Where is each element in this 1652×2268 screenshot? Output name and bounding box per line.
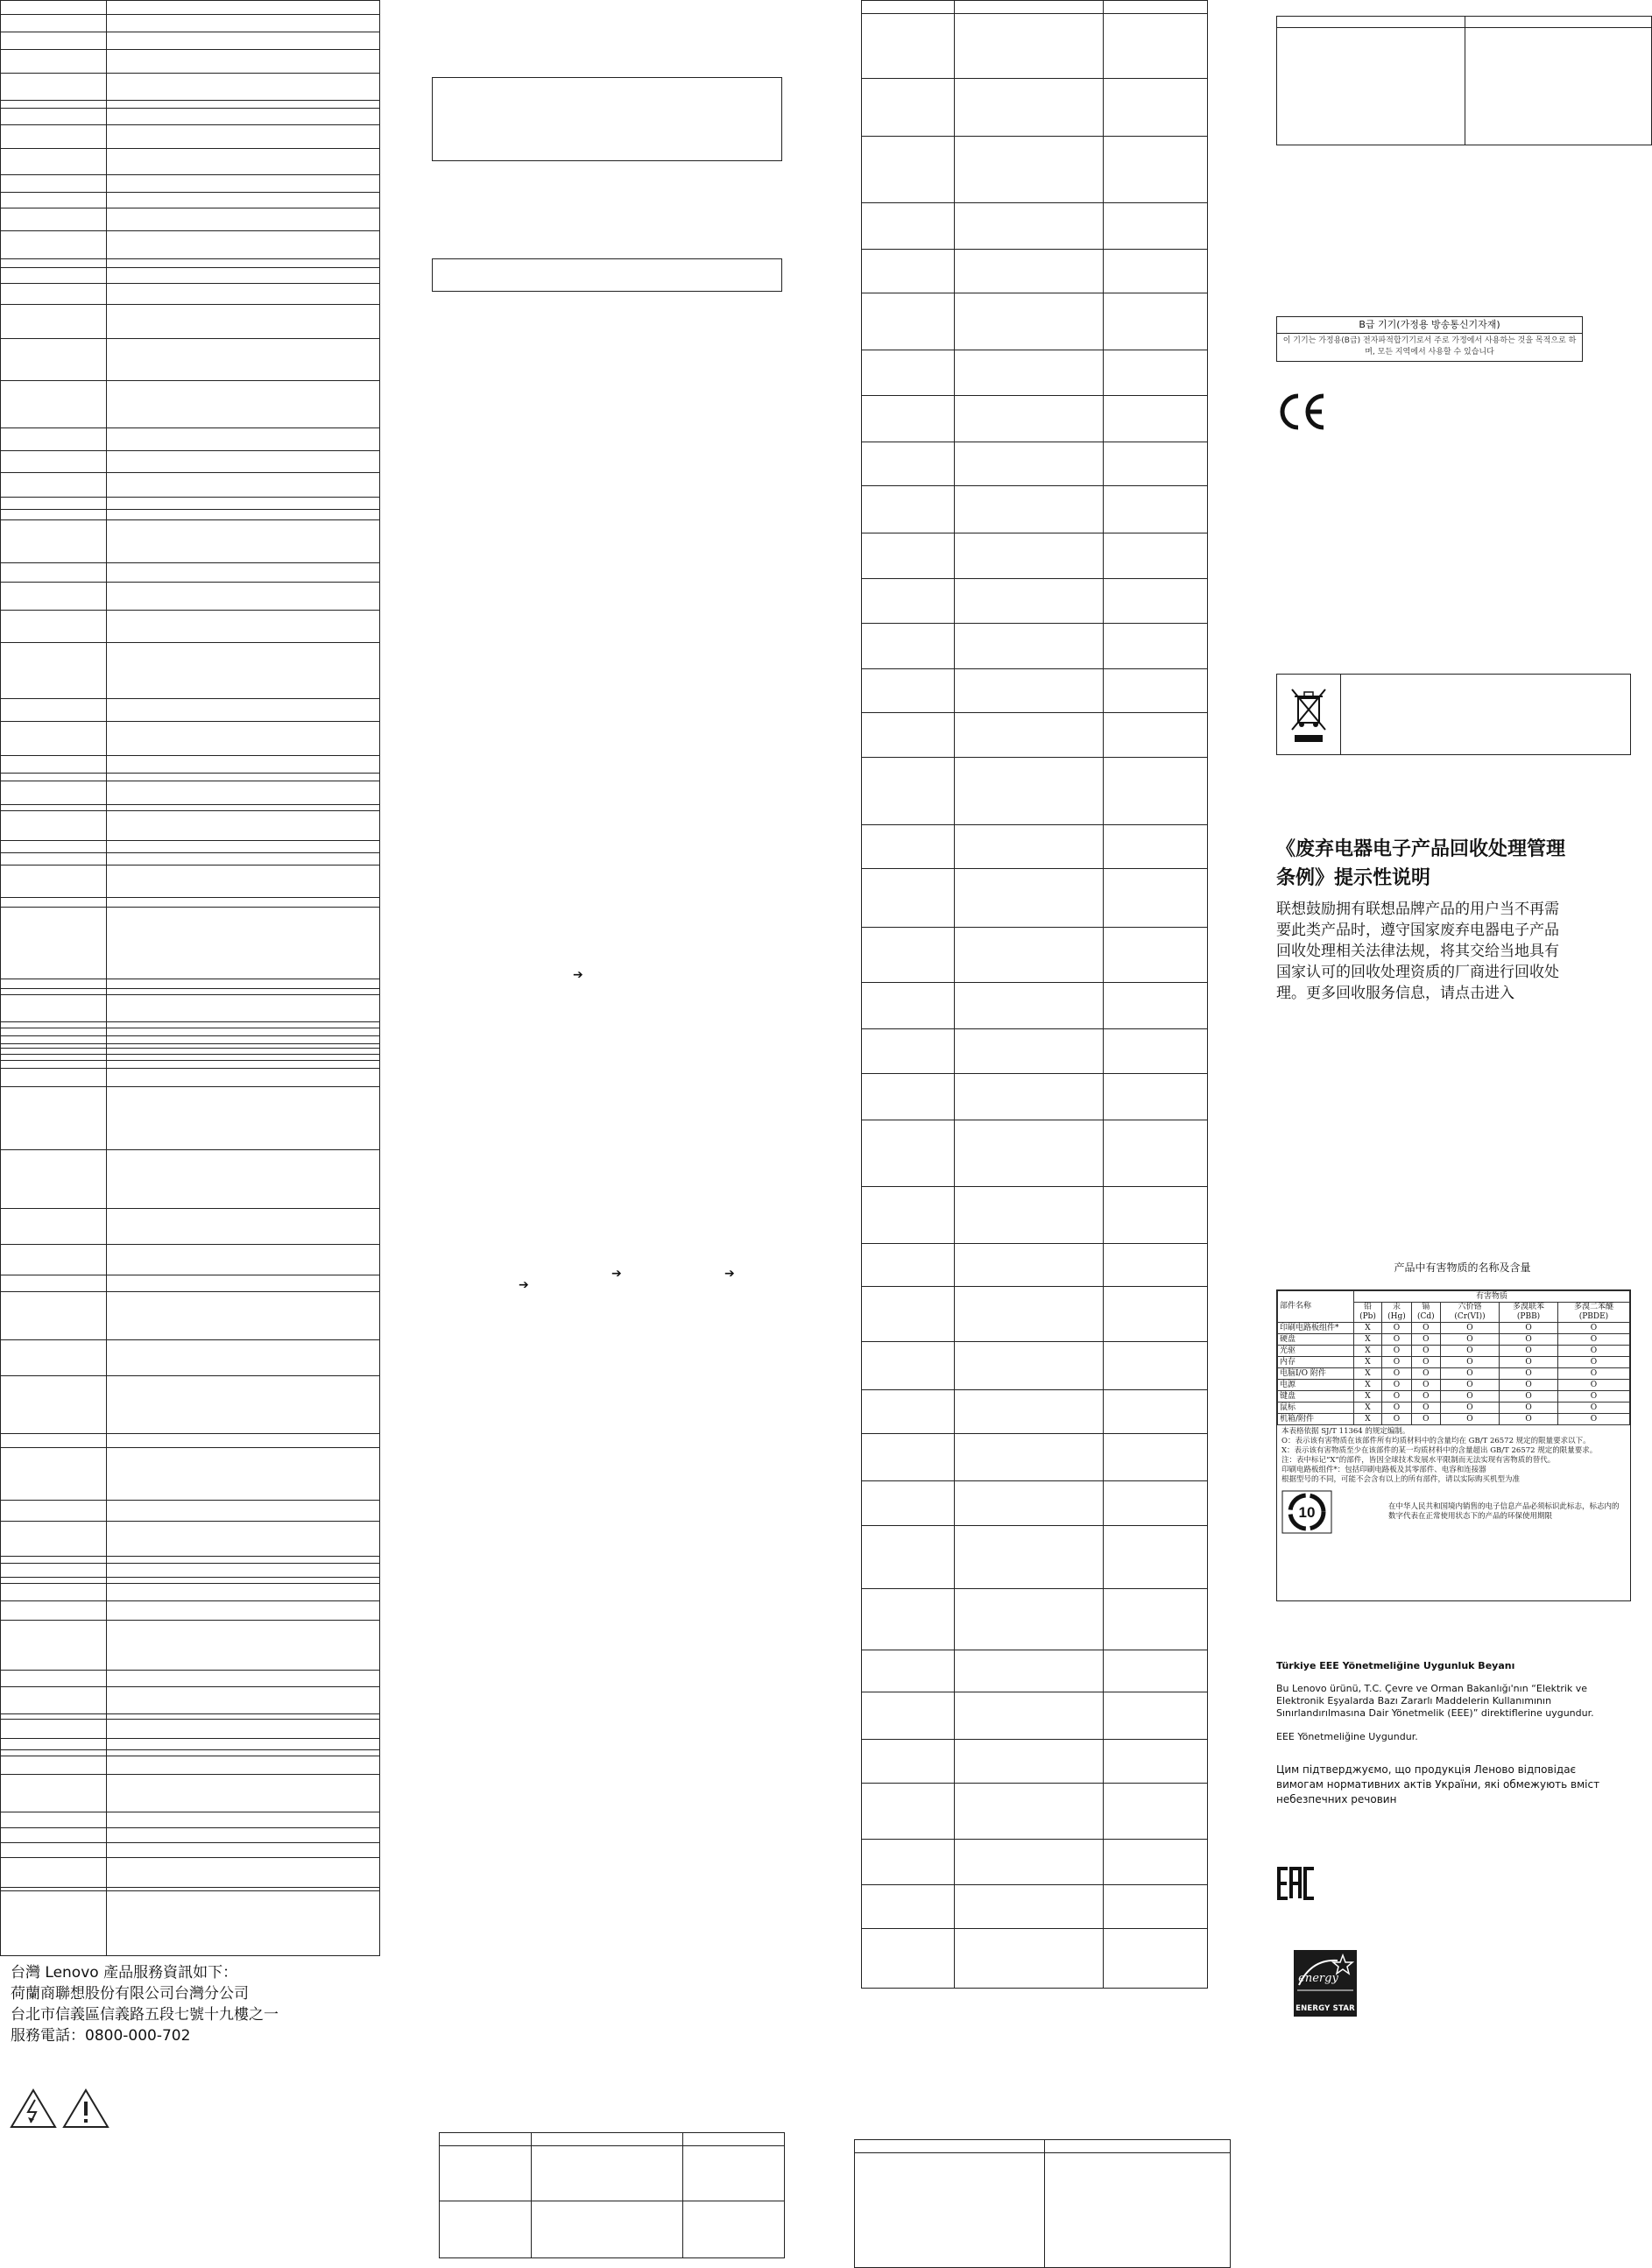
hazard-value-cell: O xyxy=(1382,1346,1412,1357)
table-left-row-rule xyxy=(1,1068,379,1069)
table-left-row-rule xyxy=(1,230,379,231)
table-left-row-rule xyxy=(1,1827,379,1828)
hazard-table-row xyxy=(1278,1334,1630,1346)
table-left-row-rule xyxy=(1,1686,379,1687)
hazard-value-cell: O xyxy=(1382,1391,1412,1402)
table-left-row-rule xyxy=(1,865,379,866)
hazard-value-cell: X xyxy=(1354,1346,1382,1357)
hazard-value-cell: O xyxy=(1557,1380,1629,1391)
table-left-row-rule xyxy=(1,1583,379,1584)
table-left-row-rule xyxy=(1,1086,379,1087)
weee-recycling-title: 《废弃电器电子产品回收处理管理条例》提示性说明 xyxy=(1276,838,1566,889)
hazard-column-header: 汞(Hg) xyxy=(1382,1303,1412,1323)
ce-mark-icon xyxy=(1276,391,1329,433)
table-left-row-rule xyxy=(1,988,379,989)
table-left-row-rule xyxy=(1,852,379,853)
hazard-part-name: 电脑I/O 附件 xyxy=(1278,1368,1354,1380)
table-right-row-rule xyxy=(862,1839,1207,1840)
table-right-row-rule xyxy=(862,1286,1207,1287)
table-right-row-rule xyxy=(862,485,1207,486)
korean-notice-body: 이 기기는 가정용(B급) 전자파적합기기로서 주로 가정에서 사용하는 것을 목적으로 하며, 모든 지역에서 사용할 수 있습니다 xyxy=(1282,336,1577,357)
hazard-part-name: 硬盘 xyxy=(1278,1334,1354,1346)
hazard-value-cell: O xyxy=(1500,1357,1558,1368)
table-left-row-rule xyxy=(1,174,379,175)
hazard-substance-table xyxy=(1276,1289,1631,1601)
table-right-row-rule xyxy=(862,13,1207,14)
table-left-row-rule xyxy=(1,472,379,473)
hazard-value-cell: O xyxy=(1411,1380,1440,1391)
hazard-value-cell: O xyxy=(1411,1402,1440,1414)
table-left-row-rule xyxy=(1,804,379,805)
taiwan-service-line-4: 服務電話：0800-000-702 xyxy=(11,2027,191,2045)
table-bottom-middle-blank xyxy=(439,2132,785,2258)
hazard-value-cell: O xyxy=(1440,1391,1499,1402)
hazard-part-name: 电源 xyxy=(1278,1380,1354,1391)
table-right-row-rule xyxy=(862,757,1207,758)
table-left-row-rule xyxy=(1,721,379,722)
table-right-row-rule xyxy=(862,1783,1207,1784)
table-right-row-rule xyxy=(862,1186,1207,1187)
table-top-right-blank xyxy=(1276,16,1652,145)
hazard-note: 本表格依据 SJ/T 11364 的规定编制。 xyxy=(1281,1427,1410,1436)
hazard-value-cell: O xyxy=(1557,1402,1629,1414)
weee-disposal-box xyxy=(1276,674,1631,755)
table-left-row-rule xyxy=(1,108,379,109)
table-left-row-rule xyxy=(1,773,379,774)
hazard-part-name: 机箱/附件 xyxy=(1278,1414,1354,1425)
hazard-value-cell: O xyxy=(1440,1334,1499,1346)
taiwan-service-line-2: 荷蘭商聯想股份有限公司台灣分公司 xyxy=(11,1985,249,2003)
hazard-note: 根据型号的不同，可能不会含有以上的所有部件，请以实际购买机型为准 xyxy=(1281,1475,1521,1484)
table-left-row-rule xyxy=(1,1713,379,1714)
table-left-row-rule xyxy=(1,1375,379,1376)
table-left-row-rule xyxy=(1,907,379,908)
table-left-row-rule xyxy=(1,755,379,756)
table-left-row-rule xyxy=(1,1447,379,1448)
hazard-value-cell: X xyxy=(1354,1380,1382,1391)
hazard-note: 印刷电路板组件*：包括印刷电路板及其零部件、电容和连接器 xyxy=(1281,1466,1486,1474)
taiwan-service-info xyxy=(11,1962,279,2046)
table-right-row-rule xyxy=(862,1073,1207,1074)
table-left-row-rule xyxy=(1,14,379,15)
hazard-value-cell: O xyxy=(1440,1346,1499,1357)
hazard-column-header: 铅(Pb) xyxy=(1354,1303,1382,1323)
table-left-row-rule xyxy=(1,1339,379,1340)
table-left-row-rule xyxy=(1,1556,379,1557)
table-right-row-rule xyxy=(862,1028,1207,1029)
blank-box-top xyxy=(432,77,782,161)
table-right-row-rule xyxy=(862,202,1207,203)
hazard-value-cell: O xyxy=(1440,1402,1499,1414)
hazard-value-cell: O xyxy=(1557,1346,1629,1357)
table-left-row-rule xyxy=(1,1600,379,1601)
table-left-row-rule xyxy=(1,642,379,643)
table-left-row-rule xyxy=(1,49,379,50)
arrow-right-icon: ➔ xyxy=(573,968,583,982)
table-left-row-rule xyxy=(1,100,379,101)
table-left-row-rule xyxy=(1,562,379,563)
table-left-row-rule xyxy=(1,1149,379,1150)
table-left-row-rule xyxy=(1,1521,379,1522)
arrow-right-icon: ➔ xyxy=(519,1278,529,1292)
table-left-row-rule xyxy=(1,519,379,520)
hazard-value-cell: O xyxy=(1382,1414,1412,1425)
hazard-note: X：表示该有害物质至少在该部件的某一均质材料中的含量超出 GB/T 26572 规定的限量要求。 xyxy=(1281,1446,1598,1455)
arrow-right-icon: ➔ xyxy=(611,1267,622,1281)
eac-mark-icon xyxy=(1276,1866,1317,1901)
turkey-eee-body: Bu Lenovo ürünü, T.C. Çevre ve Orman Bakanlığı'nın “Elektrik ve Elektronik Eşyalarda Bazı Zararlı Maddelerin Kullanımının Sınırlandırılmasına Dair Yönetmelik (EEE)” direktiflerine uygundur. xyxy=(1276,1683,1594,1719)
hazard-part-name: 光驱 xyxy=(1278,1346,1354,1357)
table-left-row-rule xyxy=(1,148,379,149)
arrow-right-icon: ➔ xyxy=(724,1267,735,1281)
table-right-row-rule xyxy=(862,1884,1207,1885)
table-left-row-rule xyxy=(1,1738,379,1739)
table-right-row-rule xyxy=(862,136,1207,137)
table-left-row-rule xyxy=(1,1060,379,1061)
hazard-value-cell: X xyxy=(1354,1414,1382,1425)
table-left-row-rule xyxy=(1,1887,379,1888)
hazard-value-cell: O xyxy=(1411,1323,1440,1334)
table-right-row-rule xyxy=(862,1588,1207,1589)
hazard-value-cell: O xyxy=(1440,1380,1499,1391)
hazard-column-header: 多溴二苯醚 (PBDE) xyxy=(1557,1303,1629,1323)
table-left-row-rule xyxy=(1,1244,379,1245)
hazard-value-cell: O xyxy=(1382,1402,1412,1414)
weee-recycling-body: 联想鼓励拥有联想品牌产品的用户当不再需要此类产品时，遵守国家废弃电器电子产品回收处理相关法律法规，将其交给当地具有国家认可的回收处理资质的厂商进行回收处理。更多回收服务信息，请点击进入 xyxy=(1276,901,1559,1002)
table-left-row-rule xyxy=(1,840,379,841)
hazard-note: 注：表中标记“X”的部件，皆因全球技术发展水平限制而无法实现有害物质的替代。 xyxy=(1281,1456,1556,1465)
table-right-row-rule xyxy=(862,78,1207,79)
table-left-row-rule xyxy=(1,1577,379,1578)
hazard-value-cell: O xyxy=(1557,1323,1629,1334)
hazard-value-cell: O xyxy=(1382,1368,1412,1380)
hazard-value-cell: O xyxy=(1382,1323,1412,1334)
hazard-value-cell: O xyxy=(1411,1334,1440,1346)
hazard-table-row xyxy=(1278,1391,1630,1402)
table-right-row-rule xyxy=(862,1525,1207,1526)
table-left-row-rule xyxy=(1,810,379,811)
hazard-value-cell: O xyxy=(1440,1323,1499,1334)
hazard-part-header: 部件名称 xyxy=(1278,1291,1354,1323)
table-left-row-rule xyxy=(1,1774,379,1775)
turkey-eee-title: Türkiye EEE Yönetmeliğine Uygunluk Beyanı xyxy=(1276,1660,1515,1671)
hazard-table-row xyxy=(1278,1357,1630,1368)
table-left-row-rule xyxy=(1,994,379,995)
hazard-value-cell: O xyxy=(1500,1414,1558,1425)
hazard-value-cell: X xyxy=(1354,1334,1382,1346)
hazard-value-cell: O xyxy=(1500,1323,1558,1334)
energy-star-label: ENERGY STAR xyxy=(1295,2004,1355,2013)
table-left-row-rule xyxy=(1,450,379,451)
table-left-row-rule xyxy=(1,1842,379,1843)
hazard-value-cell: O xyxy=(1411,1368,1440,1380)
table-left-row-rule xyxy=(1,1291,379,1292)
hazard-value-cell: O xyxy=(1557,1334,1629,1346)
table-left-row-rule xyxy=(1,582,379,583)
taiwan-service-line-1: 台灣 Lenovo 產品服務資訊如下： xyxy=(11,1964,238,1982)
hazard-value-cell: O xyxy=(1557,1391,1629,1402)
table-left-row-rule xyxy=(1,1054,379,1055)
hazard-value-cell: O xyxy=(1382,1334,1412,1346)
table-right-row-rule xyxy=(862,1433,1207,1434)
hazard-table-row xyxy=(1278,1414,1630,1425)
table-right-row-rule xyxy=(862,1480,1207,1481)
hazard-value-cell: O xyxy=(1500,1391,1558,1402)
hazard-value-cell: O xyxy=(1557,1368,1629,1380)
table-left-row-rule xyxy=(1,1021,379,1022)
table-left-row-rule xyxy=(1,304,379,305)
table-right-row-rule xyxy=(862,623,1207,624)
hazard-value-cell: X xyxy=(1354,1323,1382,1334)
table-left-row-rule xyxy=(1,283,379,284)
hazard-table-row xyxy=(1278,1368,1630,1380)
table-right-row-rule xyxy=(862,1243,1207,1244)
hazard-table-row xyxy=(1278,1380,1630,1391)
table-left-row-rule xyxy=(1,73,379,74)
efup-number: 10 xyxy=(1298,1504,1316,1521)
hazard-value-cell: O xyxy=(1557,1414,1629,1425)
table-right-row-rule xyxy=(862,1739,1207,1740)
hazard-value-cell: O xyxy=(1382,1380,1412,1391)
table-right-row-rule xyxy=(862,868,1207,869)
table-left-row-rule xyxy=(1,1035,379,1036)
hazard-part-name: 鼠标 xyxy=(1278,1402,1354,1414)
table-right-row-rule xyxy=(862,1928,1207,1929)
hazard-value-cell: X xyxy=(1354,1402,1382,1414)
table-right-row-rule xyxy=(862,927,1207,928)
hazard-value-cell: O xyxy=(1500,1368,1558,1380)
table-left-row-rule xyxy=(1,124,379,125)
table-left-row-rule xyxy=(1,1749,379,1750)
table-left-row-rule xyxy=(1,1857,379,1858)
hazard-value-cell: O xyxy=(1500,1346,1558,1357)
hazard-value-cell: X xyxy=(1354,1391,1382,1402)
table-bottom-right-blank xyxy=(854,2139,1231,2268)
ukraine-rohs-statement: Цим підтверджуємо, що продукція Леново відповідає вимогам нормативних актів України, які обмежують вміст небезпечних речовин xyxy=(1276,1763,1600,1805)
table-left-row-rule xyxy=(1,897,379,898)
energy-star-logo xyxy=(1294,1950,1357,2017)
caution-warning-icon xyxy=(61,2088,110,2130)
table-left-row-rule xyxy=(1,267,379,268)
table-left-row-rule xyxy=(1,1719,379,1720)
table-left-row-rule xyxy=(1,1890,379,1891)
hazard-value-cell: X xyxy=(1354,1357,1382,1368)
hazard-column-header: 镉(Cd) xyxy=(1411,1303,1440,1323)
hazard-table-notes xyxy=(1277,1425,1630,1487)
hazard-note: O：表示该有害物质在该部件所有均质材料中的含量均在 GB/T 26572 规定的限量要求以下。 xyxy=(1281,1437,1591,1445)
hazard-part-name: 内存 xyxy=(1278,1357,1354,1368)
hazard-value-cell: O xyxy=(1411,1357,1440,1368)
hazard-value-cell: O xyxy=(1411,1391,1440,1402)
table-left-row-rule xyxy=(1,1620,379,1621)
hazard-value-cell: O xyxy=(1500,1334,1558,1346)
hazard-value-cell: O xyxy=(1382,1357,1412,1368)
table-left-row-rule xyxy=(1,497,379,498)
table-right-row-rule xyxy=(862,578,1207,579)
hazard-table-row xyxy=(1278,1402,1630,1414)
korean-notice-title: B급 기기(가정용 방송통신기자재) xyxy=(1277,317,1582,334)
blank-box-middle xyxy=(432,258,782,292)
table-right-row-rule xyxy=(862,249,1207,250)
table-left-row-rule xyxy=(1,427,379,428)
hazard-value-cell: O xyxy=(1411,1346,1440,1357)
table-left-row-rule xyxy=(1,380,379,381)
table-right-row-rule xyxy=(862,712,1207,713)
table-left-row-rule xyxy=(1,192,379,193)
table-left-blank-form xyxy=(0,0,380,1956)
hazard-value-cell: O xyxy=(1500,1402,1558,1414)
table-right-row-rule xyxy=(862,668,1207,669)
hazard-value-cell: O xyxy=(1440,1368,1499,1380)
table-left-row-rule xyxy=(1,1043,379,1044)
table-left-row-rule xyxy=(1,509,379,510)
table-left-row-rule xyxy=(1,338,379,339)
table-left-row-rule xyxy=(1,1563,379,1564)
table-left-row-rule xyxy=(1,1500,379,1501)
table-right-tall-blank xyxy=(861,0,1208,1989)
table-left-row-rule xyxy=(1,1048,379,1049)
table-left-row-rule xyxy=(1,698,379,699)
turkey-eee-compliant: EEE Yönetmeliğine Uygundur. xyxy=(1276,1731,1418,1742)
table-left-row-rule xyxy=(1,258,379,259)
table-left-row-rule xyxy=(1,1208,379,1209)
korean-class-b-notice xyxy=(1276,316,1583,362)
table-right-row-rule xyxy=(862,1389,1207,1390)
table-left-row-rule xyxy=(1,1670,379,1671)
electric-shock-warning-icon xyxy=(9,2088,58,2130)
crossed-out-wheelie-bin-icon xyxy=(1289,686,1328,745)
hazard-value-cell: O xyxy=(1440,1357,1499,1368)
energy-star-icon xyxy=(1294,1950,1357,1999)
table-right-row-rule xyxy=(862,824,1207,825)
table-left-row-rule xyxy=(1,610,379,611)
table-left-row-rule xyxy=(1,1433,379,1434)
hazard-value-cell: O xyxy=(1557,1357,1629,1368)
table-right-row-rule xyxy=(862,1341,1207,1342)
hazard-column-header: 多溴联苯 (PBB) xyxy=(1500,1303,1558,1323)
hazard-part-name: 印刷电路板组件* xyxy=(1278,1323,1354,1334)
hazard-table-row xyxy=(1278,1346,1630,1357)
energy-star-script: energy xyxy=(1298,1972,1338,1985)
hazard-table-title: 产品中有害物质的名称及含量 xyxy=(1394,1261,1531,1274)
hazard-value-cell: O xyxy=(1500,1380,1558,1391)
taiwan-service-line-3: 台北市信義區信義路五段七號十九樓之一 xyxy=(11,2006,279,2024)
hazard-value-cell: O xyxy=(1440,1414,1499,1425)
hazard-part-name: 键盘 xyxy=(1278,1391,1354,1402)
hazard-table-row xyxy=(1278,1323,1630,1334)
efup-recycle-logo-icon xyxy=(1281,1490,1332,1534)
efup-logo-row xyxy=(1277,1487,1630,1537)
hazard-value-cell: X xyxy=(1354,1368,1382,1380)
hazard-group-header: 有害物质 xyxy=(1354,1291,1630,1303)
table-right-row-rule xyxy=(862,395,1207,396)
hazard-column-header: 六价铬 (Cr(VI)) xyxy=(1440,1303,1499,1323)
hazard-value-cell: O xyxy=(1411,1414,1440,1425)
table-right-row-rule xyxy=(862,982,1207,983)
efup-text: 在中华人民共和国境内销售的电子信息产品必须标识此标志，标志内的数字代表在正常使用状态下的产品的环保使用期限 xyxy=(1388,1502,1620,1521)
